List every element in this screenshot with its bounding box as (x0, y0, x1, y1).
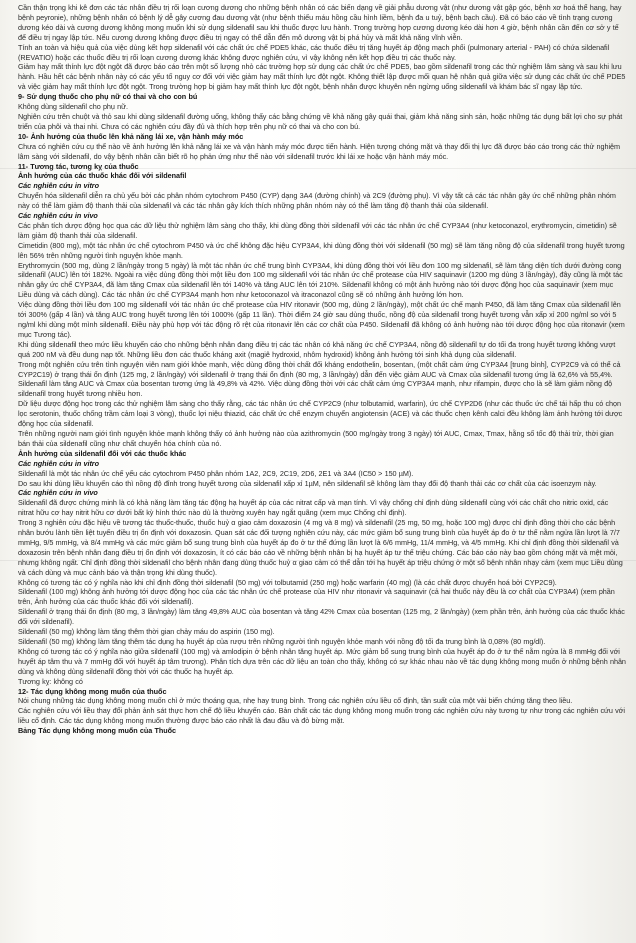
paragraph: Các phân tích dược động học qua các dữ liệu thử nghiệm lâm sàng cho thấy, khi dùng đồng thời sildenafil với các tác nhân ức chế CYP3A4 (như ketoconazol, erythromycin, cimetidin) sẽ làm giảm độ thanh thải của sildenafil. (18, 220, 617, 240)
paragraph: Sildenafil là một tác nhân ức chế yếu các cytochrom P450 phân nhóm 1A2, 2C9, 2C19, 2D6, 2E1 và 3A4 (IC50 > 150 µM). (18, 468, 414, 478)
subsection-heading: Các nghiên cứu in vivo (18, 488, 98, 498)
paragraph: Sildenafil (100 mg) không ảnh hưởng tới dược động học của các tác nhân ức chế protease của HIV như ritonavir và saquinavir (cả hai thuốc này đều là cơ chất của CYP3A4) (xem phần trên, Ảnh hưởng của các thuốc khác đối với sildenafil). (18, 587, 615, 607)
section-heading: 11- Tương tác, tương kỵ của thuốc (18, 161, 139, 171)
paragraph: Cần thận trọng khi kê đơn các tác nhân điều trị rối loạn cương dương cho những bệnh nhân có các biến dạng về giải phẫu dương vật (như dương vật gập góc, bệnh xơ hoá thể hang, hay bệnh peyronie), những bệnh nhân có bệnh lý dễ gây cương đau dương vật (như bệnh thiếu máu hồng cầu hình liềm, bệnh đa u tuỷ, bệnh bạch cầu). Đã có báo cáo về tình trạng cương dương kéo dài và cương dương không mong muốn khi sử dụng sildenafil sau khi thuốc được lưu hành. Trong trường hợp cương dương kéo dài hơn 4 giờ, bệnh nhân cần đến cơ sở y tế để điều trị ngay lập tức. Nếu cương dương không được điều trị ngay có thể dẫn đến mô dương vật bị phá hủy và mất khả năng vĩnh viễn. (18, 3, 622, 42)
paragraph: Nói chung những tác dụng không mong muốn chỉ ở mức thoáng qua, nhẹ hay trung bình. Trong các nghiên cứu liều cố định, tần suất của một vài biến chứng tăng theo liều. (18, 696, 573, 706)
paragraph: Dữ liệu dược động học trong các thử nghiệm lâm sàng cho thấy rằng, các tác nhân ức chế CYP2C9 (như tolbutamid, warfarin), ức chế CYP2D6 (như các thuốc ức chế tái hấp thu có chọn lọc serotonin, thuốc chống trầm cảm loại 3 vòng), thuốc lợi niệu thiazid, các chất ức chế enzym chuyển angiotensin (ACE) và các thuốc chẹn kênh calci đều không làm ảnh hưởng tới dược động học của sildenafil. (18, 399, 623, 429)
section-heading: 9- Sử dụng thuốc cho phụ nữ có thai và cho con bú (18, 92, 198, 102)
paragraph: Tính an toàn và hiệu quả của việc dùng kết hợp sildenafil với các chất ức chế PDE5 khác, các thuốc điều trị tăng huyết áp động mạch phổi (pulmonary arterial - PAH) có chứa sildenafil (REVATIO) hoặc các thuốc điều trị rối loạn cương dương khác không được nghiên cứu, vì vậy không nên kết hợp điều trị các thuốc này. (18, 42, 610, 62)
section-heading: Ảnh hưởng của các thuốc khác đối với sildenafil (18, 171, 187, 181)
paragraph: Sildenafil đã được chứng minh là có khả năng làm tăng tác động hạ huyết áp của các nitrat cấp và mạn tính. Vì vậy chống chỉ định dùng sildenafil cùng với các chất cho nitric oxid, các nitrat hữu cơ hay nitrit hữu cơ dưới bất kỳ hình thức nào dù là thường xuyên hay ngắt quãng (xem mục Chống chỉ định). (18, 498, 609, 518)
paper-fold-line (0, 560, 636, 561)
paragraph: Không có tương tác có ý nghĩa nào giữa sildenafil (100 mg) và amlodipin ở bệnh nhân tăng huyết áp. Mức giảm bổ sung trung bình của huyết áp đo ở tư thế nằm ngửa là 8 mmHg đối với huyết áp tâm thu và 7 mmHg đối với huyết áp tâm trương). Phân tích dựa trên các dữ liệu an toàn cho thấy, không có sự khác nhau nào về tác dụng không mong muốn ở những bệnh nhân dùng và không dùng sildenafil đồng thời với các thuốc hạ huyết áp. (18, 646, 626, 676)
paragraph: Chưa có nghiên cứu cụ thể nào về ảnh hưởng lên khả năng lái xe và vận hành máy móc được tiến hành. Hiện tượng chóng mặt và thay đổi thị lực đã được báo cáo trong các thử nghiệm lâm sàng với sildenafil, do vậy bệnh nhân cần biết rõ họ phản ứng như thế nào với sildenafil trước khi lái xe hoặc vận hành máy móc. (18, 141, 621, 161)
paragraph: Sildenafil (50 mg) không làm tăng thêm thời gian chảy máu do aspirin (150 mg). (18, 627, 275, 637)
paragraph: Nghiên cứu trên chuột và thỏ sau khi dùng sildenafil đường uống, không thấy các bằng chứng về khả năng gây quái thai, giảm khả năng sinh sản, hoặc những tác dụng bất lợi cho sự phát triển của phôi và thai nhi. Chưa có các nghiên cứu đầy đủ và thích hợp trên phụ nữ có thai và cho con bú. (18, 111, 623, 131)
paragraph: Tương kỵ: không có (18, 676, 83, 686)
paragraph: Khi dùng sildenafil theo mức liều khuyến cáo cho những bệnh nhân đang điều trị các tác nhân có khả năng ức chế CYP3A4, nồng độ sildenafil tự do tối đa trong huyết tương không vượt quá 200 nM và đều dung nạp tốt. Những liều đơn các thuốc kháng axit (magiê hydroxid, nhôm hydroxid) không ảnh hưởng tới sinh khả dụng của sildenafil. (18, 339, 616, 359)
paragraph: Chuyển hóa sildenafil diễn ra chủ yếu bởi các phân nhóm cytochrom P450 (CYP) dạng 3A4 (đường chính) và 2C9 (đường phụ). Vì vậy tất cả các tác nhân gây ức chế những phân nhóm này có thể làm giảm độ thanh thải của sildenafil và các tác nhân gây kích thích những phân nhóm này có thể làm tăng độ thanh thải của sildenafil. (18, 191, 616, 211)
paragraph: Không có tương tác có ý nghĩa nào khi chỉ định đồng thời sildenafil (50 mg) với tolbutamid (250 mg) hoặc warfarin (40 mg) (là các chất được chuyển hoá bởi CYP2C9). (18, 577, 557, 587)
paragraph: Trong 3 nghiên cứu đặc hiệu về tương tác thuốc-thuốc, thuốc huỷ α giao cảm doxazosin (4 mg và 8 mg) và sildenafil (25 mg, 50 mg, hoặc 100 mg) được chỉ định đồng thời cho các bệnh nhân bướu lành tiền liệt tuyến điều trị ổn định với doxazosin. Quan sát các đối tượng nghiên cứu này, các mức giảm bổ sung trung bình của huyết áp đo ở tư thế nằm ngửa lần lượt là 7/7 mmHg, 9/5 mmHg, và 8/4 mmHg và các mức giảm bổ sung trung bình của huyết áp đo ở tư thế đứng lần lượt là 6/6 mmHg, 11/4 mmHg, và 4/5 mmHg. Khi chỉ định đồng thời sildenafil và doxazosin trên bệnh nhân đang điều trị ổn định với doxazosin, ít có các báo cáo về những bệnh nhân bị hạ huyết áp tư thế triệu chứng. Các báo cáo này bao gồm chóng mặt và mệt mỏi, nhưng không ngất. Chỉ định đồng thời sildenafil cho bệnh nhân đang dùng thuốc huỷ α giao cảm có thể dẫn tới hạ huyết áp triệu chứng ở một số bệnh nhân nhạy cảm (xem mục Liều dùng và cách dùng và mục cảnh báo và thận trọng khi dùng thuốc). (18, 518, 623, 577)
subsection-heading: Các nghiên cứu in vitro (18, 458, 99, 468)
paragraph: Erythromycin (500 mg, dùng 2 lần/ngày trong 5 ngày) là một tác nhân ức chế trung bình CYP3A4, khi dùng đồng thời với liều đơn 100 mg sildenafil, sẽ làm tăng diện tích dưới đường cong sildenafil (AUC) lên tới 182%. Ngoài ra việc dùng đồng thời một liều đơn 100 mg sildenafil với tác nhân ức chế protease của HIV saquinavir (1200 mg dùng 3 lần/ngày), đây cũng là một tác nhân gây ức chế CYP3A4, đã làm tăng Cmax của sildenafil lên tới 140% và tăng AUC lên tới 210%. Sildenafil không có một ảnh hưởng nào tới dược động học của saquinavir (xem mục Liều dùng và cách dùng). Các tác nhân ức chế CYP3A4 mạnh hơn như ketoconazol và itraconazol cũng sẽ có những ảnh hưởng lớn hơn. (18, 260, 623, 300)
paragraph: Cimetidin (800 mg), một tác nhân ức chế cytochrom P450 và ức chế không đặc hiệu CYP3A4, khi dùng đồng thời với sildenafil (50 mg) sẽ làm tăng nồng độ của sildenafil trong huyết tương lên 56% trên những người tình nguyện khỏe mạnh. (18, 240, 625, 260)
subsection-heading: Các nghiên cứu in vivo (18, 211, 98, 221)
paragraph: Không dùng sildenafil cho phụ nữ. (18, 102, 128, 112)
paragraph: Trên những người nam giới tình nguyện khỏe mạnh không thấy có ảnh hưởng nào của azithromycin (500 mg/ngày trong 3 ngày) tới AUC, Cmax, Tmax, hằng số tốc độ thải trừ, thời gian bán thải của sildenafil cũng như chất chuyển hóa chính của nó. (18, 428, 614, 448)
paragraph: Do sau khi dùng liều khuyến cáo thì nồng độ đỉnh trong huyết tương của sildenafil xấp xỉ 1µM, nên sildenafil sẽ không làm thay đổi độ thanh thải các cơ chất của các isoenzym này. (18, 478, 597, 488)
paragraph: Giảm hay mất thính lực đột ngột đã được báo cáo trên một số lượng nhỏ các trường hợp sử dụng các chất ức chế PDE5, bao gồm sildenafil trong các thử nghiệm lâm sàng và sau khi lưu hành. Hầu hết các bệnh nhân này có các yếu tố nguy cơ đối với việc giảm hay mất thính lực đột ngột. Không thiết lập được mối quan hệ nhân quả giữa việc sử dụng các chất ức chế PDE5 và việc giảm hay mất thính lực đột ngột. Trong trường hợp bị giảm hay mất thính lực đột ngột, bệnh nhân được khuyên nên ngừng uống sildenafil và khám bác sĩ ngay lập tức. (18, 62, 626, 92)
leaflet-text (18, 3, 626, 736)
section-heading: Ảnh hưởng của sildenafil đối với các thuốc khác (18, 448, 187, 458)
paper-fold-line (0, 168, 636, 169)
section-heading: Bảng Tác dụng không mong muốn của Thuốc (18, 726, 177, 736)
subsection-heading: Các nghiên cứu in vitro (18, 181, 99, 191)
paragraph: Trong một nghiên cứu trên tình nguyện viên nam giới khỏe mạnh, việc dùng đồng thời chất đối kháng endothelin, bosentan, (một chất cảm ứng CYP3A4 [trung bình], CYP2C9 và có thể cả CYP2C19) ở trạng thái ổn định (125 mg, 2 lần/ngày) với sildenafil ở trạng thái ổn định (80 mg, 3 lần/ngày) dẫn đến việc giảm AUC và Cmax của sildenafil tương ứng là 62,6% và 55,4%. Sildenafil làm tăng AUC và Cmax của bosentan tương ứng là 49,8% và 42%. Việc dùng đồng thời với các chất cảm ứng CYP3A4 mạnh, như rifampin, được cho là sẽ làm giảm nồng độ sildenafil trong huyết tương nhiều hơn. (18, 359, 621, 399)
section-heading: 12- Tác dụng không mong muốn của thuốc (18, 686, 167, 696)
section-heading: 10- Ảnh hưởng của thuốc lên khả năng lái xe, vận hành máy móc (18, 131, 244, 141)
paragraph: Việc dùng đồng thời liều đơn 100 mg sildenafil với tác nhân ức chế protease của HIV ritonavir (500 mg, dùng 2 lần/ngày), một chất ức chế mạnh P450, đã làm tăng Cmax của sildenafil lên tới 300% (gấp 4 lần) và tăng AUC trong huyết tương lên tới 1000% (gấp 11 lần). Thời điểm 24 giờ sau dùng thuốc, nồng độ của sildenafil trong huyết tương vẫn xấp xỉ 200 ng/ml so với 5 ng/ml khi dùng một mình sildenafil. Điều này phù hợp với tác động rõ rệt của ritonavir lên các cơ chất của P450. Sildenafil đã không có ảnh hưởng nào tới dược động học của ritonavir (xem mục Tương tác). (18, 300, 625, 339)
paragraph: Sildenafil ở trạng thái ổn định (80 mg, 3 lần/ngày) làm tăng 49,8% AUC của bosentan và tăng 42% Cmax của bosentan (125 mg, 2 lần/ngày) (xem phần trên, ảnh hưởng của các thuốc khác đối với sildenafil). (18, 607, 625, 627)
paragraph: Sildenafil (50 mg) không làm tăng thêm tác dụng hạ huyết áp của rượu trên những người tình nguyện khỏe mạnh với nồng độ tối đa trung bình là 0,08% (80 mg/dl). (18, 637, 546, 646)
paragraph: Các nghiên cứu với liều thay đổi phản ảnh sát thực hơn chế độ liều khuyến cáo. Bản chất các tác dụng không mong muốn trong các nghiên cứu này tương tự như trong các nghiên cứu với liều cố định. Các tác dụng không mong muốn thường được báo cáo nhất là đau đầu và đỏ bừng mặt. (18, 706, 625, 726)
